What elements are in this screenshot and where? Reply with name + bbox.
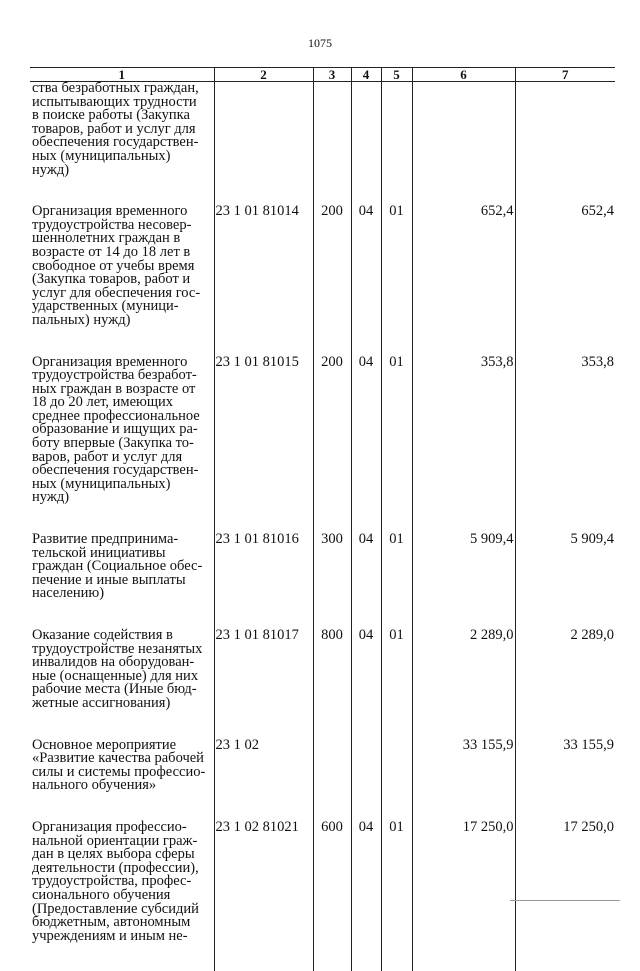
row-value-1: 2 289,0 (412, 629, 515, 739)
row-section: 04 (351, 629, 381, 739)
row-description: Развитие предпринима- тельской инициативы граждан (Социальное обес- печение и иные выплаты населению) (32, 531, 203, 602)
row-code: 23 1 01 81014 (214, 205, 313, 355)
table-row (30, 205, 615, 355)
row-value-1: 33 155,9 (412, 739, 515, 821)
column-header: 1 (30, 68, 214, 82)
row-description: Основное мероприятие «Развитие качества рабочей силы и системы профессио- нального обучения» (32, 736, 206, 794)
row-value-2: 353,8 (515, 356, 615, 534)
column-header: 7 (515, 68, 615, 82)
row-code: 23 1 01 81017 (214, 629, 313, 739)
row-value-2: 2 289,0 (515, 629, 615, 739)
row-value-1: 17 250,0 (412, 821, 515, 971)
row-description: ства безработных граждан, испытывающих трудности в поиске работы (Закупка товаров, работ и услуг для обеспечения государствен- ных (муниципальных) нужд) (32, 80, 199, 178)
row-section: 04 (351, 205, 381, 355)
row-code: 23 1 01 81015 (214, 356, 313, 534)
row-subsection (381, 739, 412, 821)
row-type: 800 (313, 629, 351, 739)
row-section: 04 (351, 821, 381, 971)
row-section: 04 (351, 356, 381, 534)
row-subsection: 01 (381, 356, 412, 534)
row-subsection: 01 (381, 533, 412, 629)
bottom-rule (510, 900, 620, 901)
table-row (30, 629, 615, 739)
row-subsection: 01 (381, 629, 412, 739)
row-type: 200 (313, 356, 351, 534)
row-value-1: 652,4 (412, 205, 515, 355)
row-value-1: 353,8 (412, 356, 515, 534)
row-value-2: 652,4 (515, 205, 615, 355)
table-row (30, 82, 615, 206)
page-number: 1075 (308, 36, 332, 50)
budget-table (30, 67, 615, 971)
row-code: 23 1 02 (214, 739, 313, 821)
row-value-1: 5 909,4 (412, 533, 515, 629)
row-value-2: 17 250,0 (515, 821, 615, 971)
row-value-2: 33 155,9 (515, 739, 615, 821)
row-type (313, 739, 351, 821)
row-subsection: 01 (381, 205, 412, 355)
row-type (313, 82, 351, 206)
row-value-2 (515, 82, 615, 206)
column-header: 5 (381, 68, 412, 82)
row-description: Оказание содействия в трудоустройстве незанятых инвалидов на оборудован- ные (оснащенные) для них рабочие места (Иные бюд- жетные ассигнования) (32, 627, 203, 711)
column-header: 4 (351, 68, 381, 82)
row-subsection (381, 82, 412, 206)
row-type: 200 (313, 205, 351, 355)
table-row (30, 356, 615, 534)
table-row (30, 739, 615, 821)
row-description: Организация временного трудоустройства несовер- шеннолетних граждан в возрасте от 14 до 18 лет в свободное от учебы время (Закупка товаров, работ и услуг для обеспечения гос- ударственных (муници- пальных) нужд) (32, 203, 201, 328)
row-value-2: 5 909,4 (515, 533, 615, 629)
row-subsection: 01 (381, 821, 412, 971)
row-section: 04 (351, 533, 381, 629)
row-type: 600 (313, 821, 351, 971)
row-section (351, 82, 381, 206)
row-section (351, 739, 381, 821)
row-description: Организация профессио- нальной ориентации граж- дан в целях выбора сферы деятельности (профессии), трудоустройства, профес- сионального обучения (Предоставление субсидий бюджетным, автономным учреждениям и иным не- (32, 818, 199, 944)
table-row (30, 821, 615, 971)
row-code: 23 1 01 81016 (214, 533, 313, 629)
row-type: 300 (313, 533, 351, 629)
row-code: 23 1 02 81021 (214, 821, 313, 971)
row-code (214, 82, 313, 206)
column-header: 2 (214, 68, 313, 82)
table-row (30, 533, 615, 629)
row-description: Организация временного трудоустройства безработ- ных граждан в возрасте от 18 до 20 лет, имеющих среднее профессиональное образование и ищущих ра- боту впервые (Закупка то- варов, работ и услуг для обеспечения государствен- ных (муниципальных) нужд) (32, 353, 200, 506)
column-header: 6 (412, 68, 515, 82)
column-header: 3 (313, 68, 351, 82)
row-value-1 (412, 82, 515, 206)
